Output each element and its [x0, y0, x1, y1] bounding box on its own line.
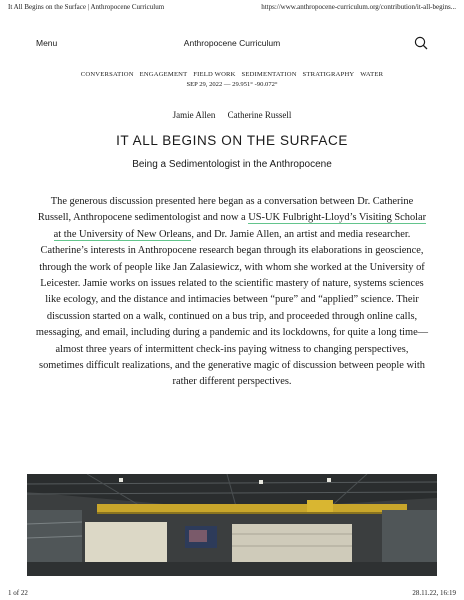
tag-stratigraphy[interactable]: STRATIGRAPHY — [302, 71, 355, 78]
article-subtitle: Being a Sedimentologist in the Anthropocene — [132, 159, 332, 170]
intro-text: , and Dr. Jamie Allen, an artist and media researcher. Catherine’s interests in Anthropocene research began through its elaborations in geoscience, through the work of people like Jan Zalasiewicz, with whom she worked at the University of Leicester. Jamie works on issues related to the scientific mastery of nature, systems sciences like ecology, and the distance and intimacies between “pure” and “applied” science. Their discussion started on a walk, continued on a bus trip, and proceeded through online calls, messaging, and email, including during a pandemic and its lockdowns, for quite a long time—almost three years of intermittent check-ins paying witness to changing perspectives, sometimes difficult realizations, and the generative magic of discussion between people with rather different perspectives. — [35, 228, 429, 388]
top-navigation — [36, 35, 428, 51]
intro-text: The generous discussion presented here began as a conversation between Dr. Catherine Russell, Anthropocene sedimentologist and now a — [37, 196, 414, 224]
article-intro — [34, 194, 430, 391]
tag-list — [0, 71, 464, 78]
menu-button[interactable]: Menu — [36, 38, 58, 48]
author-link[interactable]: Jamie Allen — [172, 110, 216, 120]
print-footer — [8, 589, 456, 597]
fulbright-link[interactable]: US-UK Fulbright-Lloyd’s Visiting Scholar at the University of New Orleans — [53, 212, 427, 240]
tag-engagement[interactable]: ENGAGEMENT — [139, 71, 188, 78]
tag-field-work[interactable]: FIELD WORK — [193, 71, 236, 78]
page-number: 1 of 22 — [8, 589, 28, 597]
print-page-title: It All Begins on the Surface | Anthropocene Curriculum — [8, 3, 165, 11]
author-list — [0, 110, 464, 120]
print-timestamp: 28.11.22, 16:19 — [412, 589, 456, 597]
print-header — [8, 3, 456, 11]
print-url: https://www.anthropocene-curriculum.org/contribution/it-all-begins... — [261, 3, 456, 11]
search-icon[interactable] — [414, 36, 428, 50]
site-title[interactable]: Anthropocene Curriculum — [183, 38, 281, 48]
article-title: IT ALL BEGINS ON THE SURFACE — [116, 133, 348, 148]
lab-hall-photo — [27, 474, 437, 576]
author-link[interactable]: Catherine Russell — [227, 110, 292, 120]
tag-conversation[interactable]: CONVERSATION — [80, 71, 134, 78]
tag-water[interactable]: WATER — [360, 71, 384, 78]
date-coordinates: SEP 29, 2022 — 29.951° -90.072° — [186, 81, 278, 88]
tag-sedimentation[interactable]: SEDIMENTATION — [241, 71, 297, 78]
